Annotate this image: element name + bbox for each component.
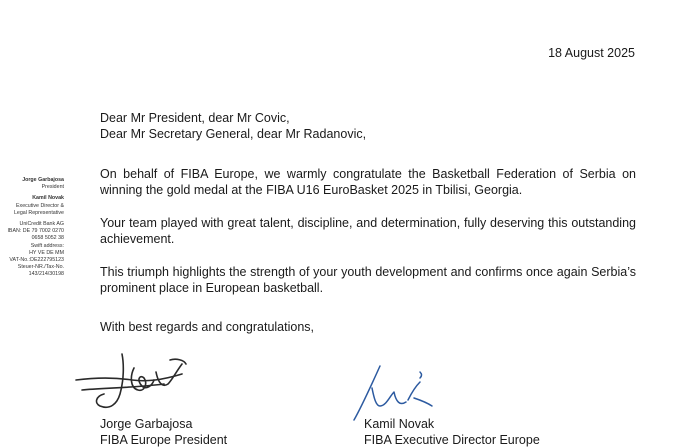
- signature-novak: [350, 362, 445, 424]
- sidebar-director-name: Kamil Novak: [32, 195, 64, 202]
- body-paragraph: Your team played with great talent, discipline, and determination, fully deserving this outstanding achievement.: [100, 216, 636, 246]
- sidebar-president-name: Jorge Garbajosa: [22, 177, 64, 183]
- body-paragraph: This triumph highlights the strength of your youth development and confirms once again Serbia’s prominent place in European basketball.: [100, 265, 636, 295]
- sidebar-director-title-2: Legal Representative: [13, 209, 64, 216]
- sidebar-bank-line: UniCredit Bank AG: [19, 221, 64, 228]
- salutation-line: Dear Mr Secretary General, dear Mr Radanovic,: [100, 127, 367, 141]
- sidebar-bank-line: HY VE DE MM: [29, 249, 64, 256]
- sidebar-president-title: President: [41, 184, 64, 191]
- sidebar-bank-line: Swift address:: [30, 242, 64, 249]
- sidebar-director-title-1: Executive Director &: [16, 202, 64, 209]
- signatory-name: Jorge Garbajosa: [100, 417, 193, 431]
- date: 18 August 2025: [548, 46, 635, 60]
- letterhead-sidebar: [0, 177, 64, 283]
- salutation: [100, 110, 636, 142]
- salutation-line: Dear Mr President, dear Mr Covic,: [100, 111, 290, 125]
- body-paragraph: On behalf of FIBA Europe, we warmly congratulate the Basketball Federation of Serbia on winning the gold medal at the FIBA U16 EuroBasket 2025 in Tbilisi, Georgia.: [100, 167, 636, 197]
- sidebar-bank-line: VAT-No.:DE222795123: [9, 257, 64, 264]
- sidebar-bank-line: 143/214/30198: [28, 271, 64, 278]
- signature-garbajosa: [72, 350, 192, 415]
- sidebar-bank-line: IBAN: DE 79 7002 0270: [7, 228, 64, 235]
- closing: With best regards and congratulations,: [100, 320, 315, 334]
- sidebar-bank-line: Steuer-NR./Tax-No.: [17, 264, 64, 271]
- sidebar-bank-line: 0658 5052 38: [31, 235, 64, 242]
- signatory-director: [364, 416, 540, 448]
- signatory-title: FIBA Executive Director Europe: [364, 433, 540, 447]
- signatory-president: [100, 416, 227, 448]
- signatory-name: Kamil Novak: [364, 417, 435, 431]
- signatory-title: FIBA Europe President: [100, 433, 228, 447]
